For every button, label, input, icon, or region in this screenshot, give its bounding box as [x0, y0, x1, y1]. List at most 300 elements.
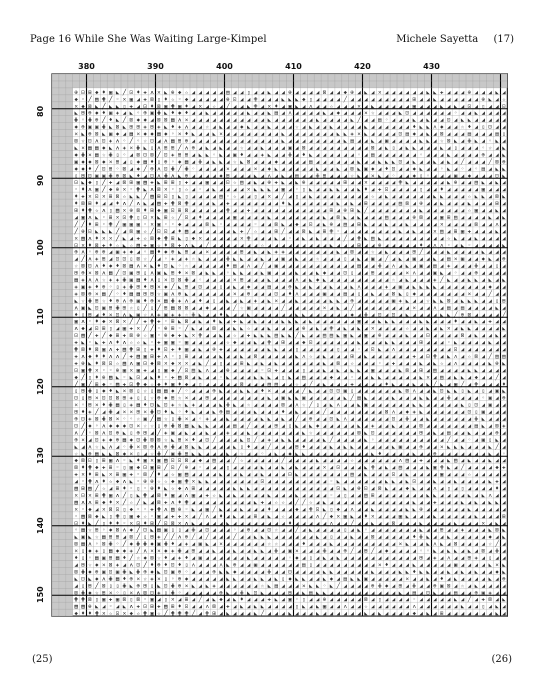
stitch-symbol: ◦ [88, 430, 91, 436]
stitch-symbol: ◢ [240, 90, 244, 96]
stitch-symbol: ⊡ [288, 472, 291, 478]
stitch-symbol: ◢ [295, 611, 299, 617]
stitch-symbol: ◢ [385, 500, 389, 506]
stitch-symbol: ◢ [357, 333, 361, 339]
stitch-symbol: ◢ [447, 347, 451, 353]
stitch-symbol: ◢ [433, 507, 437, 513]
stitch-symbol: ◢ [468, 361, 472, 367]
stitch-symbol: ⋕ [108, 151, 113, 158]
stitch-symbol: ◢ [399, 423, 403, 429]
stitch-symbol: ⊠ [364, 597, 367, 603]
stitch-symbol: ◢ [350, 111, 354, 117]
stitch-symbol: ▤ [275, 583, 279, 589]
stitch-symbol: ◣ [192, 423, 196, 429]
stitch-symbol: ◢ [281, 521, 285, 527]
stitch-symbol: ◢ [482, 382, 486, 388]
stitch-symbol: ◢ [461, 556, 465, 562]
stitch-symbol: ◢ [240, 132, 244, 138]
stitch-symbol: ♦ [413, 569, 416, 575]
stitch-symbol: ʌ [178, 535, 182, 541]
stitch-symbol: ◢ [468, 444, 472, 450]
stitch-symbol: ◢ [240, 521, 244, 527]
stitch-symbol: ◢ [206, 347, 210, 353]
stitch-symbol: ◣ [164, 271, 168, 277]
stitch-symbol: ♦ [302, 444, 305, 450]
stitch-symbol: ◣ [337, 132, 341, 138]
stitch-symbol: ◢ [254, 201, 258, 207]
stitch-symbol: ʌ [413, 271, 417, 277]
stitch-symbol: ◢ [399, 347, 403, 353]
stitch-symbol: ✕ [185, 437, 189, 443]
stitch-symbol: ▤ [123, 361, 127, 367]
stitch-symbol: ▯ [157, 97, 160, 103]
stitch-symbol: ◢ [454, 264, 458, 270]
stitch-symbol: ◢ [206, 444, 210, 450]
stitch-symbol: ⊠ [150, 437, 153, 443]
stitch-symbol: ◢ [454, 493, 458, 499]
stitch-symbol: ⋕ [170, 297, 175, 304]
stitch-symbol: ◢ [199, 139, 203, 145]
stitch-symbol: ✕ [102, 236, 106, 242]
stitch-symbol: ◣ [206, 423, 210, 429]
stitch-symbol: ◢ [399, 305, 403, 311]
stitch-symbol: ◢ [192, 465, 196, 471]
stitch-symbol: ◢ [281, 208, 285, 214]
stitch-symbol: ◢ [413, 437, 417, 443]
stitch-symbol: ◢ [288, 361, 292, 367]
stitch-symbol: ◢ [502, 417, 506, 423]
stitch-symbol: ◢ [247, 396, 251, 402]
stitch-symbol: ⊞ [288, 590, 291, 596]
stitch-symbol: ◢ [419, 389, 423, 395]
stitch-symbol: ◢ [212, 542, 216, 548]
stitch-symbol: ◢ [364, 556, 368, 562]
stitch-symbol: ◢ [454, 284, 458, 290]
stitch-symbol: ◣ [426, 139, 430, 145]
stitch-symbol: ◣ [219, 319, 223, 325]
stitch-symbol: ◢ [440, 347, 444, 353]
stitch-symbol: ⊡ [109, 569, 112, 575]
stitch-symbol: ⊠ [468, 312, 471, 318]
stitch-symbol: ☆ [281, 500, 285, 506]
stitch-symbol: ◣ [261, 271, 265, 277]
stitch-symbol: ⋕ [467, 138, 472, 145]
stitch-symbol: ◦ [357, 152, 360, 158]
stitch-symbol: ◢ [440, 236, 444, 242]
stitch-symbol: ▤ [226, 90, 230, 96]
stitch-symbol: ◣ [323, 361, 327, 367]
stitch-symbol: ◢ [226, 493, 230, 499]
stitch-symbol: ✕ [378, 90, 382, 96]
stitch-symbol: ◢ [392, 257, 396, 263]
stitch-symbol: ◢ [440, 507, 444, 513]
stitch-symbol: ◢ [192, 396, 196, 402]
stitch-symbol: ◢ [357, 451, 361, 457]
stitch-symbol: ◢ [199, 243, 203, 249]
stitch-symbol: ◢ [447, 514, 451, 520]
stitch-symbol: ◣ [247, 125, 251, 131]
stitch-symbol: ◢ [392, 500, 396, 506]
stitch-symbol: ♦ [281, 410, 284, 416]
stitch-symbol: ⊠ [81, 347, 84, 353]
stitch-symbol: ◣ [344, 486, 348, 492]
stitch-symbol: ◦ [81, 118, 84, 124]
stitch-symbol: ⊡ [502, 104, 505, 110]
stitch-symbol: ◢ [247, 597, 251, 603]
stitch-symbol: ◣ [74, 535, 78, 541]
stitch-symbol: ◣ [495, 305, 499, 311]
stitch-symbol: ╱ [370, 547, 375, 555]
stitch-symbol: ◣ [364, 396, 368, 402]
stitch-symbol: ◢ [482, 139, 486, 145]
stitch-symbol: ◢ [406, 597, 410, 603]
stitch-symbol: ◢ [440, 208, 444, 214]
stitch-symbol: ◦ [178, 410, 181, 416]
stitch-symbol: ◢ [447, 493, 451, 499]
stitch-symbol: ◣ [281, 333, 285, 339]
stitch-symbol: ◢ [482, 562, 486, 568]
stitch-symbol: ◢ [482, 535, 486, 541]
stitch-symbol: ◢ [344, 465, 348, 471]
stitch-symbol: ▣ [116, 597, 120, 603]
row-label: 110 [36, 309, 45, 326]
stitch-symbol: ◢ [433, 410, 437, 416]
stitch-symbol: ╱ [149, 227, 154, 235]
stitch-symbol: ✕ [233, 278, 237, 284]
stitch-symbol: ◢ [233, 611, 237, 617]
stitch-symbol: ◢ [109, 486, 113, 492]
stitch-symbol: ◢ [385, 611, 389, 617]
stitch-symbol: ◢ [495, 396, 499, 402]
stitch-symbol: ◢ [275, 152, 279, 158]
stitch-symbol: ☆ [143, 139, 147, 145]
stitch-symbol: ▣ [399, 444, 403, 450]
stitch-symbol: ◢ [281, 298, 285, 304]
stitch-symbol: ◢ [192, 361, 196, 367]
stitch-symbol: ◢ [309, 576, 313, 582]
stitch-symbol: ▣ [123, 326, 127, 332]
stitch-symbol: ◣ [357, 326, 361, 332]
stitch-symbol: ◢ [288, 326, 292, 332]
stitch-symbol: ◢ [413, 264, 417, 270]
stitch-symbol: ◢ [364, 417, 368, 423]
stitch-symbol: ◣ [461, 500, 465, 506]
stitch-symbol: ◢ [233, 201, 237, 207]
stitch-symbol: ◢ [364, 340, 368, 346]
stitch-symbol: ╱ [198, 595, 203, 603]
stitch-symbol: ◢ [433, 215, 437, 221]
stitch-symbol: ◣ [337, 305, 341, 311]
stitch-symbol: ⊠ [406, 389, 409, 395]
stitch-symbol: ◢ [488, 305, 492, 311]
stitch-symbol: ◦ [295, 597, 298, 603]
stitch-symbol: ◣ [309, 319, 313, 325]
stitch-symbol: ◢ [261, 458, 265, 464]
stitch-symbol: ◢ [295, 535, 299, 541]
stitch-symbol: ⋕ [122, 582, 127, 589]
stitch-symbol: ◢ [309, 132, 313, 138]
stitch-symbol: ▣ [109, 458, 113, 464]
stitch-symbol: ◢ [364, 368, 368, 374]
stitch-symbol: ◢ [433, 173, 437, 179]
stitch-symbol: ◢ [392, 125, 396, 131]
stitch-symbol: ◢ [323, 562, 327, 568]
stitch-symbol: ☆ [143, 389, 147, 395]
stitch-symbol: ◢ [226, 361, 230, 367]
stitch-symbol: ▤ [185, 229, 189, 235]
stitch-symbol: ╱ [232, 533, 237, 541]
stitch-symbol: ʌ [185, 521, 189, 527]
stitch-symbol: ◢ [261, 521, 265, 527]
stitch-symbol: ◣ [488, 257, 492, 263]
stitch-symbol: ▣ [143, 354, 147, 360]
stitch-symbol: ◢ [502, 611, 506, 617]
stitch-symbol: ◢ [419, 583, 423, 589]
stitch-symbol: ◢ [364, 507, 368, 513]
stitch-symbol: ◢ [233, 417, 237, 423]
stitch-symbol: ♦ [178, 229, 181, 235]
stitch-symbol: ◢ [295, 250, 299, 256]
stitch-symbol: ◣ [426, 326, 430, 332]
stitch-symbol: ✚ [392, 361, 396, 367]
stitch-symbol: ◣ [226, 521, 230, 527]
stitch-symbol: ◢ [426, 187, 430, 193]
stitch-symbol: ◢ [502, 375, 506, 381]
stitch-symbol: ◢ [233, 104, 237, 110]
stitch-symbol: ʌ [171, 173, 175, 179]
stitch-symbol: ◢ [247, 118, 251, 124]
stitch-symbol: ◢ [392, 569, 396, 575]
stitch-symbol: ◢ [268, 305, 272, 311]
stitch-symbol: ▣ [268, 271, 272, 277]
stitch-symbol: ◣ [316, 604, 320, 610]
stitch-symbol: ◢ [261, 326, 265, 332]
stitch-symbol: ◢ [330, 111, 334, 117]
stitch-symbol: ◢ [357, 479, 361, 485]
stitch-symbol: ◢ [406, 194, 410, 200]
stitch-symbol: ◣ [261, 472, 265, 478]
stitch-symbol: ◢ [413, 194, 417, 200]
stitch-symbol: ◢ [371, 361, 375, 367]
stitch-symbol: ◣ [406, 472, 410, 478]
stitch-symbol: ◢ [385, 208, 389, 214]
stitch-symbol: ◢ [323, 521, 327, 527]
stitch-symbol: ◢ [399, 243, 403, 249]
stitch-symbol: ◢ [192, 111, 196, 117]
stitch-symbol: ◢ [454, 187, 458, 193]
stitch-symbol: ◢ [447, 375, 451, 381]
stitch-symbol: ◢ [413, 430, 417, 436]
stitch-symbol: ◢ [426, 257, 430, 263]
stitch-symbol: ◢ [268, 264, 272, 270]
stitch-symbol: ◢ [206, 521, 210, 527]
stitch-symbol: ◢ [226, 597, 230, 603]
stitch-symbol: ▤ [137, 278, 141, 284]
stitch-symbol: ╱ [101, 185, 106, 193]
stitch-symbol: ◦ [130, 417, 133, 423]
stitch-symbol: ╱ [142, 192, 147, 200]
stitch-symbol: ◢ [323, 347, 327, 353]
stitch-symbol: ◢ [413, 368, 417, 374]
stitch-symbol: ♦ [102, 111, 105, 117]
stitch-symbol: ◢ [385, 597, 389, 603]
stitch-symbol: ◢ [413, 521, 417, 527]
stitch-symbol: ☆ [185, 187, 189, 193]
stitch-symbol: ◣ [295, 319, 299, 325]
stitch-symbol: ◢ [337, 521, 341, 527]
stitch-symbol: ◣ [440, 271, 444, 277]
stitch-symbol: ◢ [330, 118, 334, 124]
stitch-symbol: ◢ [281, 528, 285, 534]
stitch-symbol: ◢ [488, 514, 492, 520]
stitch-symbol: ◢ [302, 611, 306, 617]
stitch-symbol: ◢ [385, 472, 389, 478]
stitch-symbol: ◆ [185, 576, 189, 582]
stitch-symbol: ⊕ [95, 569, 98, 575]
stitch-symbol: ◣ [419, 403, 423, 409]
stitch-symbol: ◢ [502, 111, 506, 117]
stitch-symbol: ╱ [460, 380, 465, 388]
stitch-symbol: ✚ [150, 180, 154, 186]
stitch-symbol: ⊞ [413, 250, 416, 256]
stitch-symbol: ◢ [226, 139, 230, 145]
stitch-symbol: ◢ [261, 222, 265, 228]
stitch-symbol: ◢ [330, 472, 334, 478]
stitch-symbol: ◢ [399, 278, 403, 284]
stitch-symbol: ▯ [171, 417, 174, 423]
stitch-symbol: ◢ [433, 208, 437, 214]
stitch-symbol: ◢ [261, 437, 265, 443]
stitch-symbol: ✚ [447, 264, 451, 270]
stitch-symbol: ▤ [447, 257, 451, 263]
stitch-symbol: ◢ [378, 423, 382, 429]
stitch-symbol: ▣ [233, 152, 237, 158]
stitch-symbol: ʌ [150, 271, 154, 277]
stitch-symbol: ◆ [413, 173, 417, 179]
stitch-symbol: ◢ [337, 312, 341, 318]
stitch-symbol: ♦ [378, 451, 381, 457]
stitch-symbol: ▤ [275, 333, 279, 339]
stitch-symbol: ◢ [281, 549, 285, 555]
stitch-symbol: ▣ [206, 180, 210, 186]
stitch-symbol: ◢ [502, 549, 506, 555]
stitch-symbol: ◣ [281, 319, 285, 325]
stitch-symbol: ◢ [378, 549, 382, 555]
stitch-symbol: ◣ [406, 278, 410, 284]
stitch-symbol: ◢ [288, 514, 292, 520]
stitch-symbol: ◣ [488, 576, 492, 582]
stitch-symbol: ✚ [81, 278, 85, 284]
stitch-symbol: ╱ [129, 317, 134, 325]
stitch-symbol: ◢ [281, 104, 285, 110]
stitch-symbol: ╱ [260, 262, 265, 270]
stitch-symbol: ◢ [199, 201, 203, 207]
stitch-symbol: ⊡ [81, 417, 84, 423]
stitch-symbol: ◢ [337, 604, 341, 610]
stitch-symbol: ◢ [206, 187, 210, 193]
stitch-symbol: ╱ [122, 498, 127, 506]
stitch-symbol: ✕ [150, 549, 154, 555]
stitch-symbol: ◢ [357, 583, 361, 589]
stitch-symbol: ◢ [392, 243, 396, 249]
stitch-symbol: ◢ [392, 597, 396, 603]
stitch-symbol: ◆ [137, 118, 141, 124]
stitch-symbol: ⊞ [116, 472, 119, 478]
stitch-symbol: ☆ [226, 340, 230, 346]
stitch-symbol: ◣ [268, 278, 272, 284]
stitch-symbol: ◣ [240, 437, 244, 443]
stitch-symbol: ╱ [177, 387, 182, 395]
stitch-symbol: ⋕ [129, 283, 134, 290]
stitch-symbol: ◢ [447, 410, 451, 416]
stitch-symbol: ⊕ [371, 583, 374, 589]
stitch-symbol: ◦ [364, 528, 367, 534]
stitch-symbol: ◢ [364, 389, 368, 395]
stitch-symbol: ◢ [419, 257, 423, 263]
stitch-symbol: ◢ [316, 159, 320, 165]
stitch-symbol: ◢ [337, 423, 341, 429]
stitch-symbol: ◢ [502, 521, 506, 527]
stitch-symbol: ◢ [357, 562, 361, 568]
stitch-symbol: ◢ [371, 132, 375, 138]
stitch-symbol: ◢ [385, 125, 389, 131]
stitch-symbol: ◢ [371, 333, 375, 339]
stitch-symbol: ◣ [288, 375, 292, 381]
stitch-symbol: ◣ [406, 312, 410, 318]
stitch-symbol: ▣ [109, 111, 113, 117]
stitch-symbol: ⊡ [164, 583, 167, 589]
stitch-symbol: ◢ [350, 97, 354, 103]
stitch-symbol: ⊕ [130, 576, 133, 582]
stitch-symbol: ♦ [81, 465, 84, 471]
stitch-symbol: ▯ [495, 264, 498, 270]
stitch-symbol: ◣ [226, 298, 230, 304]
stitch-symbol: ◣ [316, 326, 320, 332]
stitch-symbol: ◣ [488, 361, 492, 367]
stitch-symbol: ◣ [357, 423, 361, 429]
stitch-symbol: ʌ [330, 521, 334, 527]
stitch-symbol: ⊞ [295, 444, 298, 450]
stitch-symbol: ◢ [288, 403, 292, 409]
stitch-symbol: ◢ [454, 569, 458, 575]
stitch-symbol: ◢ [406, 284, 410, 290]
stitch-symbol: ◣ [268, 250, 272, 256]
stitch-symbol: ◢ [399, 340, 403, 346]
stitch-symbol: ◢ [440, 437, 444, 443]
stitch-symbol: ⊠ [178, 423, 181, 429]
stitch-symbol: ⊡ [185, 604, 188, 610]
stitch-symbol: ◢ [364, 458, 368, 464]
stitch-symbol: ⊠ [123, 597, 126, 603]
stitch-symbol: ◢ [392, 250, 396, 256]
stitch-symbol: ✚ [433, 556, 437, 562]
stitch-symbol: ✕ [109, 236, 113, 242]
stitch-symbol: ◢ [413, 549, 417, 555]
stitch-symbol: ⊞ [371, 271, 374, 277]
stitch-symbol: ♦ [81, 187, 84, 193]
column-label: 430 [423, 62, 440, 71]
stitch-symbol: ♦ [185, 111, 188, 117]
stitch-symbol: ◢ [495, 97, 499, 103]
stitch-symbol: ◢ [192, 222, 196, 228]
stitch-symbol: ⊞ [419, 368, 422, 374]
stitch-symbol: ◢ [199, 222, 203, 228]
stitch-symbol: ◢ [350, 493, 354, 499]
stitch-symbol: ◢ [399, 166, 403, 172]
stitch-symbol: ◢ [378, 430, 382, 436]
stitch-symbol: ◦ [226, 194, 229, 200]
stitch-symbol: ◢ [350, 278, 354, 284]
